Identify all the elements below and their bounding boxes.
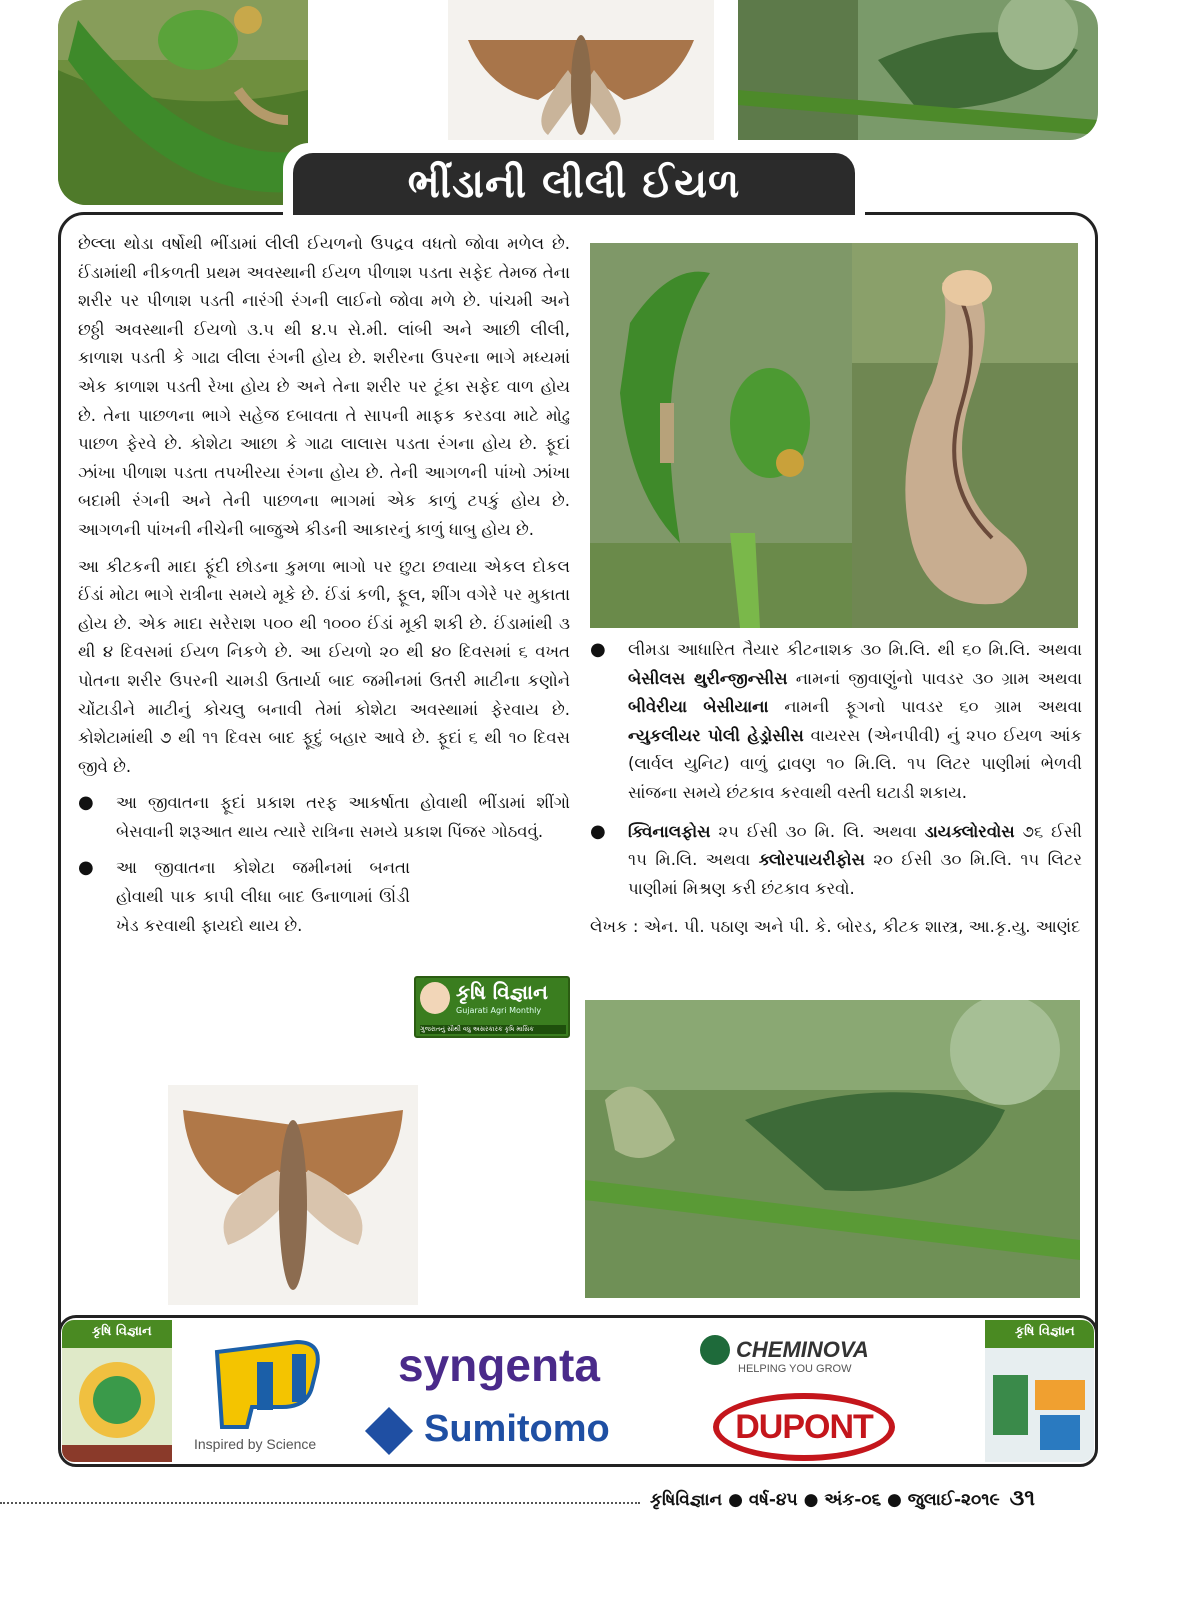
krushi-vigyan-badge: [414, 976, 570, 1038]
bullet-light-trap: [78, 789, 570, 846]
cheminova-leaf-icon: [700, 1335, 730, 1365]
title-bar: [293, 153, 855, 215]
badge-subtitle: Gujarati Agri Monthly: [456, 1006, 542, 1015]
footer-issue-info: કૃષિવિજ્ઞાન ● વર્ષ-૪૫ ● અંક-૦૬ ● જુલાઈ-૨૦૧૯: [650, 1490, 1000, 1510]
syngenta-logo: syngenta: [398, 1339, 600, 1391]
bullet-text: આ જીવાતના ફૂદાં પ્રકાશ તરફ આકર્ષાતા હોવાથી ભીંડામાં શીંગો બેસવાની શરૂઆત થાય ત્યારે રાત્રિના સમયે પ્રકાશ પિંજર ગોઠવવું.: [116, 793, 570, 841]
ad-magazine-title-left: કૃષિ વિજ્ઞાન: [92, 1324, 152, 1339]
pi-tagline: Inspired by Science: [194, 1436, 317, 1452]
footer-dotted-rule: [0, 1502, 640, 1504]
bullet-dot: ●: [590, 820, 606, 842]
paragraph-lifecycle: આ કીટકની માદા ફૂંદી છોડના કુમળા ભાગો પર છુટા છવાયા એકલ દોકલ ઈંડાં મોટા ભાગે રાત્રીના સમયે મૂકે છે. ઈંડાં કળી, ફૂલ, શીંગ વગેરે પર મુકાતા હોય છે. એક માદા સરેરાશ ૫૦૦ થી ૧૦૦૦ ઈંડાં મૂકી શકી છે. ઈંડામાંથી ૩ થી ૪ દિવસમાં ઈયળ નિકળે છે. આ ઈયળો ૨૦ થી ૪૦ દિવસમાં ૬ વખત પોતના શરીર ઉપરની ચામડી ઉતાર્યા બાદ જમીનમાં ઉતરી માટીના કણોને ચોંટાડીને માટીનું કોચલુ બનાવી તેમાં કોશેટા અવસ્થામાં ફેરવાય છે. કોશેટામાંથી ૭ થી ૧૧ દિવસ બાદ ફૂદું બહાર આવે છે. ફૂદાં ૬ થી ૧૦ દિવસ જીવે છે.: [78, 556, 570, 776]
bullet-dot: ●: [590, 639, 606, 660]
bullet-biopesticide: [590, 636, 1082, 808]
bullet-dot: ●: [78, 857, 94, 879]
top-center-photo-moth: [448, 0, 714, 140]
page-footer: [650, 1486, 1035, 1511]
cheminova-tagline: HELPING YOU GROW: [738, 1363, 852, 1375]
ad-magazine-cover-right: [985, 1320, 1094, 1462]
dupont-name: DUPONT: [735, 1407, 873, 1446]
top-left-photo-okra-larva: [58, 0, 308, 205]
badge-tagline: ગુજરાતનું સૌથી વધુ અસરકારક કૃષિ માસિક: [420, 1025, 566, 1034]
page-number: ૩૧: [1009, 1486, 1036, 1511]
bottom-left-photo-moth: [168, 1085, 418, 1305]
bullet-chemical-control: [590, 818, 1082, 904]
ad-magazine-title-right: કૃષિ વિજ્ઞાન: [1015, 1324, 1075, 1339]
right-column: [590, 636, 1082, 942]
bullet-deep-ploughing: [78, 854, 410, 940]
ad-magazine-cover-left: [62, 1320, 172, 1462]
pi-industries-logo: [192, 1332, 342, 1457]
left-column: [78, 230, 570, 940]
paragraph-description: છેલ્લા થોડા વર્ષોથી ભીંડામાં લીલી ઈયળનો ઉપદ્રવ વધતો જોવા મળેલ છે. ઈંડામાંથી નીકળતી પ્રથમ અવસ્થાની ઈયળ પીળાશ પડતા સફેદ તેમજ તેના શરીર પર પીળાશ પડતી નારંગી રંગની લાઈનો જોવા મળે છે. પાંચમી અને છઠ્ઠી અવસ્થાની ઈયળો ૩.૫ થી ૪.૫ સે.મી. લાંબી અને આછી લીલી, કાળાશ પડતી કે ગાઢા લીલા રંગની હોય છે. શરીરના ઉપરના ભાગે મધ્યમાં એક કાળાશ પડતી રેખા હોય છે અને તેના શરીર પર ટૂંકા સફેદ વાળ હોય છે. તેના પાછળના ભાગે સહેજ દબાવતા તે સાપની માફક કરડવા માટે મોઢુ પાછળ ફેરવે છે. કોશેટા આછા કે ગાઢા લાલાસ પડતા રંગના હોય છે. ફૂદાં ઝાંખા પીળાશ પડતા તપખીરયા રંગના હોય છે. તેની આગળની પાંખો ઝાંખા બદામી રંગની અને તેની પાછળના ભાગમાં એક કાળું ટપકું હોય છે. આગળની પાંખની નીચેની બાજુએ કીડની આકારનું કાળું ધાબુ હોય છે.: [78, 234, 570, 539]
badge-avatar: [420, 982, 450, 1014]
cheminova-name: CHEMINOVA: [736, 1337, 869, 1362]
bullet-text: ક્વિનાલફોસ ૨૫ ઈસી ૩૦ મિ. લિ. અથવા ડાયક્લોરવોસ ૭૬ ઈસી ૧૫ મિ.લિ. અથવા ક્લોરપાયરીફોસ ૨૦ ઈસી ૩૦ મિ.લિ. ૧૫ લિટર પાણીમાં મિશ્રણ કરી છંટકાવ કરવો.: [628, 821, 1082, 898]
article-title: ભીંડાની લીલી ઈયળ: [407, 161, 741, 207]
cheminova-logo: [700, 1333, 900, 1383]
badge-title: કૃષિ વિજ્ઞાન: [456, 980, 548, 1004]
right-photo-larva-closeup: [852, 243, 1078, 628]
sumitomo-name: Sumitomo: [424, 1408, 610, 1450]
bullet-text: આ જીવાતના કોશેટા જમીનમાં બનતા હોવાથી પાક કાપી લીધા બાદ ઉનાળામાં ઊંડી ખેડ કરવાથી ફાયદો થાય છે.: [116, 858, 410, 935]
dupont-logo: [713, 1393, 895, 1461]
bottom-right-photo-okra-plant: [585, 1000, 1080, 1298]
author-credit: લેખક : એન. પી. પઠાણ અને પી. કે. બોરડ, કીટક શાસ્ત્ર, આ.કૃ.યુ. આણંદ: [590, 917, 1081, 937]
right-photo-larva-on-okra: [590, 243, 852, 628]
top-right-photo-okra-pod: [738, 0, 1098, 140]
bullet-dot: ●: [78, 792, 94, 814]
bullet-text: લીમડા આધારિત તૈયાર કીટનાશક ૩૦ મિ.લિ. થી ૬૦ મિ.લિ. અથવા બેસીલસ થુરીન્જીન્સીસ નામનાં જીવાણુંનો પાવડર ૩૦ ગ્રામ અથવા બીવેરીયા બેસીયાના નામની ફૂગનો પાવડર ૬૦ ગ્રામ અથવા ન્યુકલીયર પોલી હેડ્રોસીસ વાયરસ (એનપીવી) નું ૨૫૦ ઈયળ આંક (લાર્વલ યુનિટ) વાળું દ્રાવણ ૧૦ મિ.લિ. ૧૫ લિટર પાણીમાં ભેળવી સાંજના સમયે છંટકાવ કરવાથી વસ્તી ઘટાડી શકાય.: [628, 640, 1083, 802]
